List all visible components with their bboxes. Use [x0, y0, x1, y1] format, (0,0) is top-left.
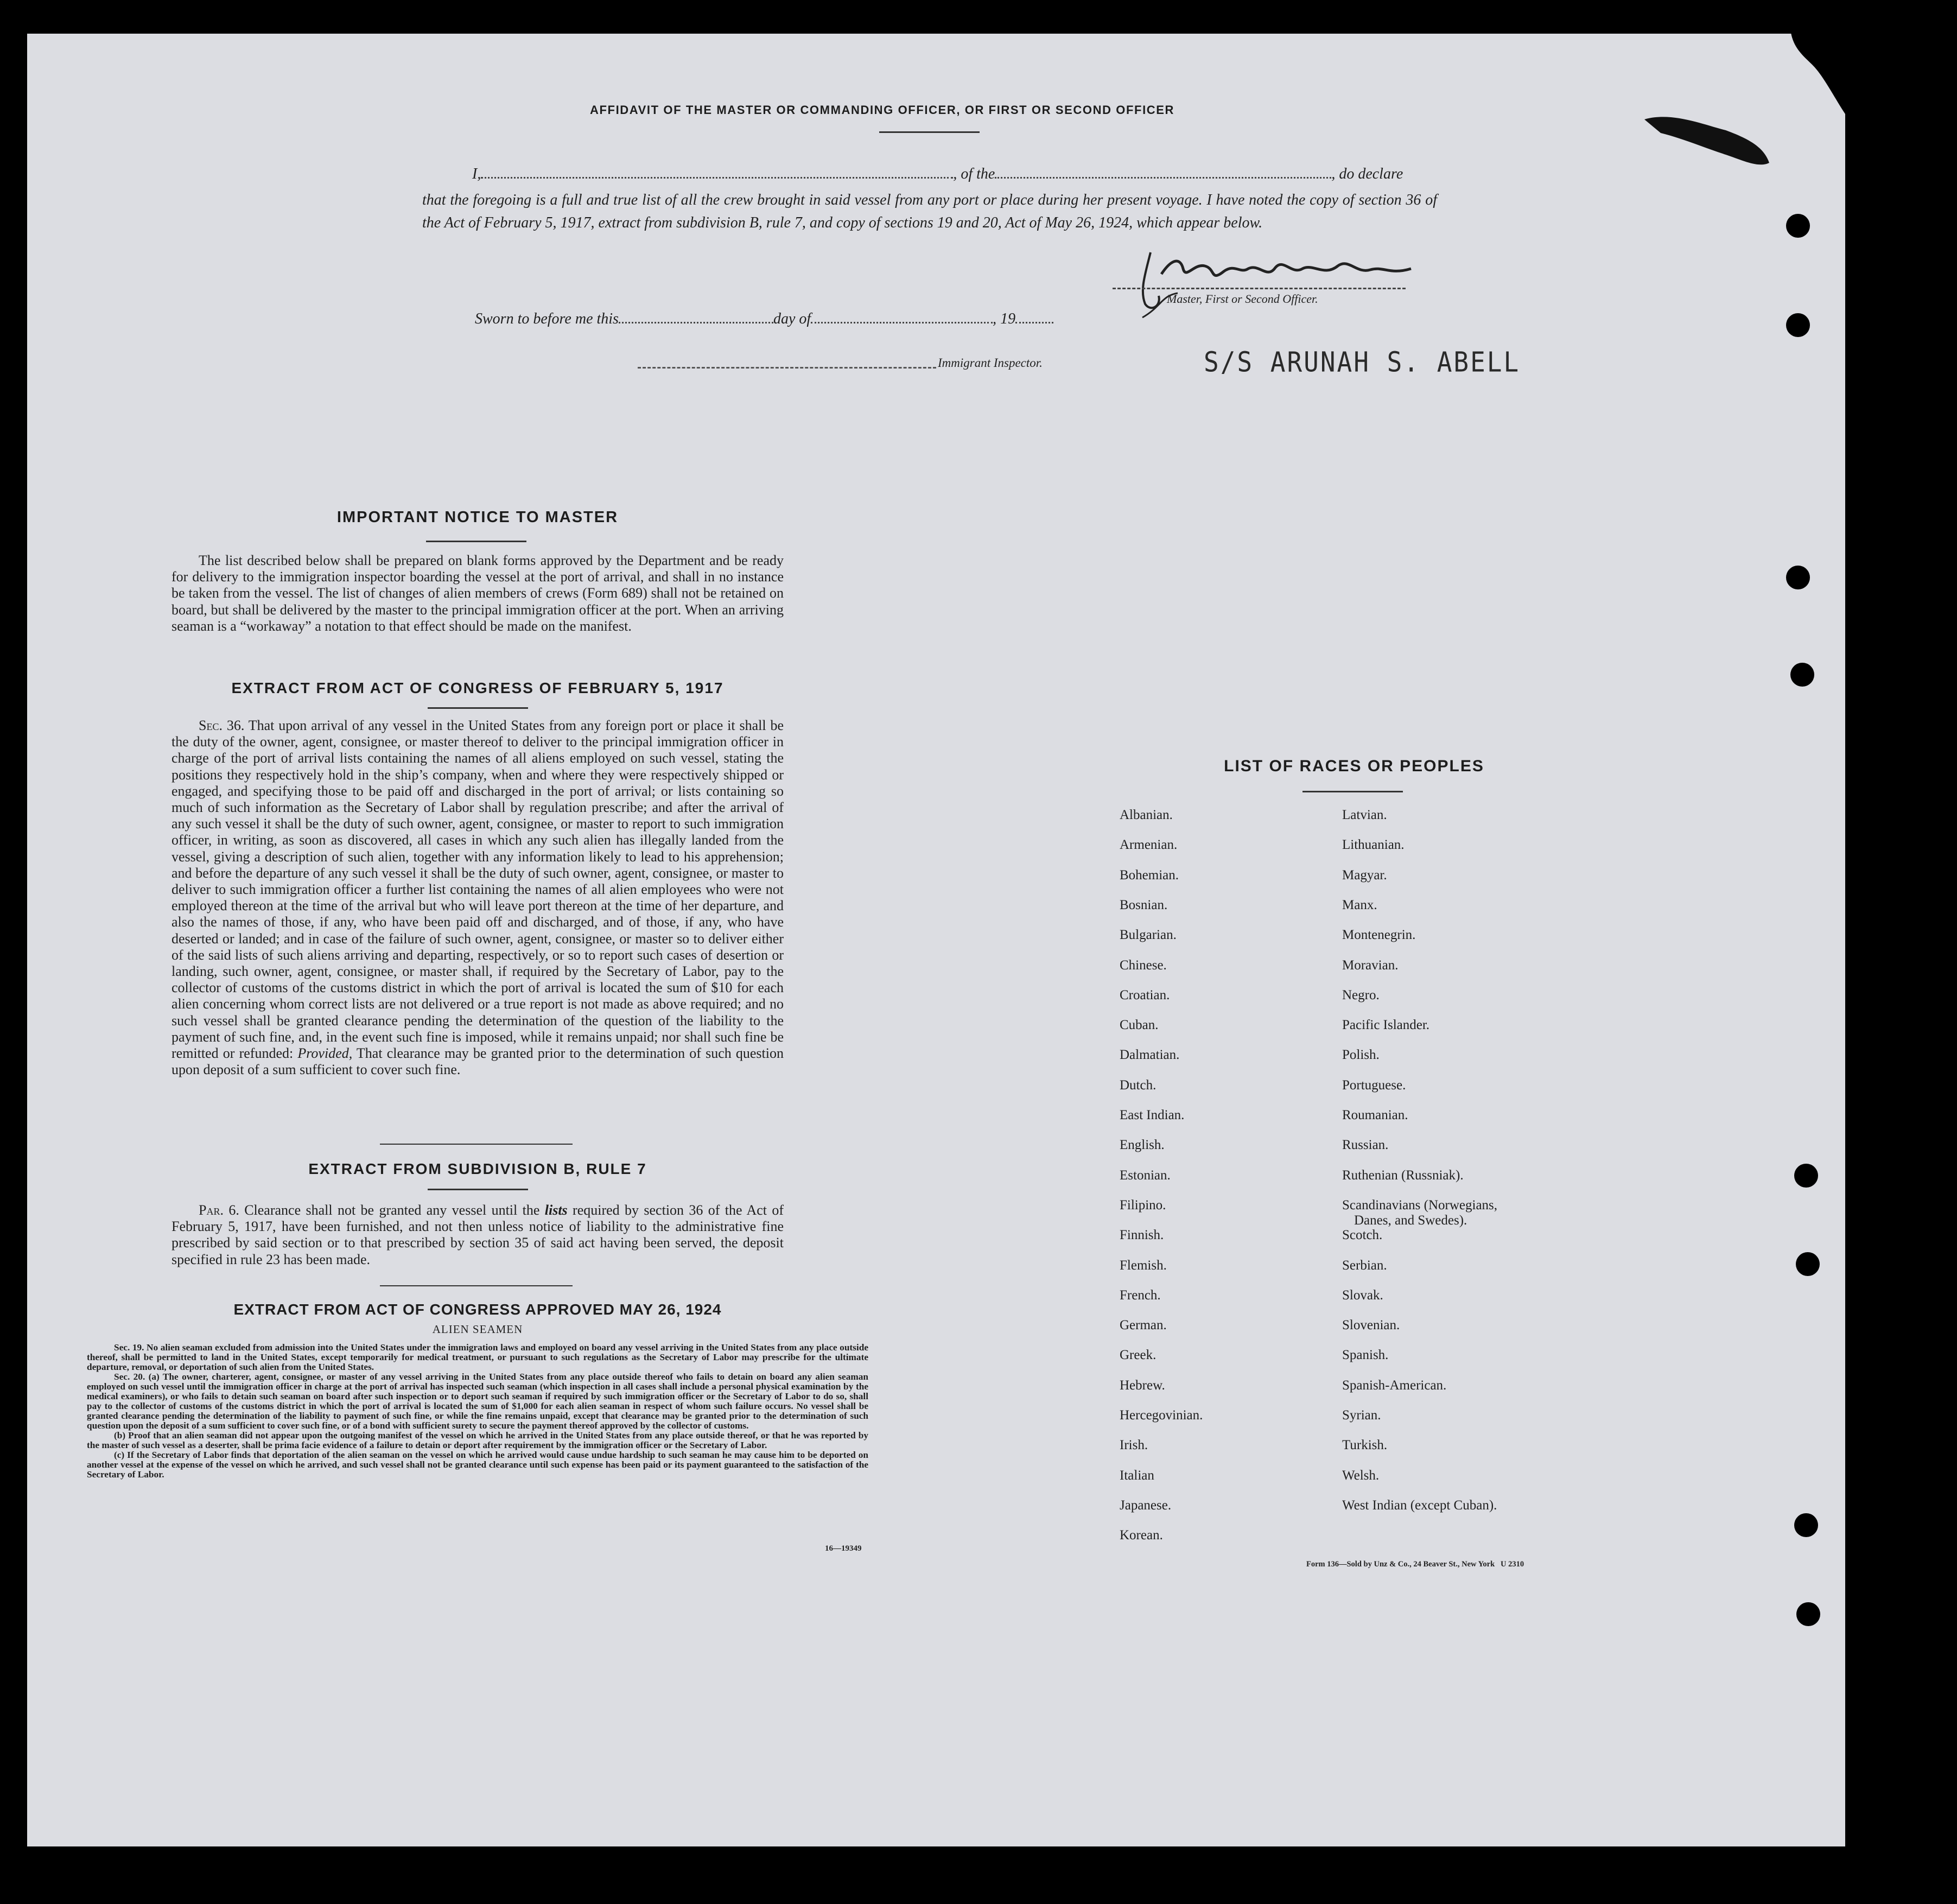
extract-rule7-title-rule — [428, 1189, 528, 1190]
race-item: Scotch. — [1342, 1228, 1383, 1243]
race-item: Dutch. — [1120, 1077, 1157, 1093]
race-item: English. — [1120, 1138, 1165, 1153]
races-title-rule — [1302, 791, 1403, 792]
inspector-signature-line — [638, 367, 936, 369]
paper-damage-mark — [1639, 109, 1775, 195]
race-item: Slovak. — [1342, 1287, 1383, 1303]
affidavit-text: that the foregoing is a full and true list of all the crew brought in said vessel from any port or place during her present voyage. I have noted the copy of section 36 of the Act of February 5, 1917, extract from subdivision B, rule 7, and copy of sections 19 and 20, Act of May 26, 1924, which appear below. — [422, 192, 1437, 231]
race-item: Albanian. — [1120, 808, 1173, 822]
race-item: Montenegrin. — [1342, 928, 1416, 943]
extract-rule7-title: EXTRACT FROM SUBDIVISION B, RULE 7 — [308, 1160, 647, 1177]
paper-edge-tear — [1786, 33, 1845, 114]
section-19-paragraph: Sec. 19. No alien seaman excluded from admission into the United States under the immigration laws and employed on board any vessel arriving in the United States from any place outside thereof, shall be permitted to land in the United States, except temporarily for medical treatment, or pursuant to such regulations as the Secretary of Labor may prescribe for the ultimate departure, removal, or deportation of such alien from the United States. — [87, 1342, 868, 1372]
race-item: Armenian. — [1120, 837, 1178, 853]
form-code: 16—19349 — [825, 1544, 862, 1553]
sworn-month-blank — [811, 314, 993, 323]
race-item: Bosnian. — [1120, 897, 1168, 912]
race-item: East Indian. — [1120, 1108, 1185, 1122]
extract-1924-text — [87, 1343, 868, 1480]
extract-1917-title: EXTRACT FROM ACT OF CONGRESS OF FEBRUARY 5, 1917 — [231, 680, 724, 696]
race-item: Croatian. — [1120, 987, 1170, 1002]
vessel-name-blank — [995, 169, 1331, 179]
binder-hole — [1790, 663, 1814, 687]
race-item: Scandinavians (Norwegians, — [1342, 1197, 1498, 1213]
section-20b-paragraph: (b) Proof that an alien seaman did not appear upon the outgoing manifest of the vessel on which he arrived in the United States from any place outside thereof, or that he was reported by the master of such vessel as a deserter, shall be prima facie evidence of a failure to detain or deport after requirement by the immigration officer or the Secretary of Labor. — [87, 1430, 868, 1450]
paragraph-6-lists: lists — [544, 1202, 568, 1218]
form-sold-note: Form 136—Sold by Unz & Co., 24 Beaver St., New York U 2310 — [1306, 1560, 1524, 1569]
sworn-day-blank — [619, 314, 773, 323]
race-item: Flemish. — [1120, 1258, 1167, 1273]
binder-hole — [1786, 214, 1810, 238]
extract-rule7-text — [171, 1202, 784, 1268]
section-20c-paragraph: (c) If the Secretary of Labor finds that deportation of the alien seaman on the vessel on which he arrived would cause undue hardship to such seaman he may cause him to be deported on another vessel at the expense of the vessel on which he arrived, and such vessel shall not be granted clearance until such expense has been paid or its payment guaranteed to the satisfaction of the Secretary of Labor. — [87, 1450, 868, 1480]
binder-hole — [1786, 313, 1810, 337]
race-item: Bulgarian. — [1120, 928, 1177, 943]
race-item: Moravian. — [1342, 957, 1399, 973]
race-item: Slovenian. — [1342, 1318, 1400, 1333]
section-36-label: Sec. 36. — [199, 718, 245, 733]
binder-hole — [1794, 1164, 1818, 1188]
affidavit-title: AFFIDAVIT OF THE MASTER OR COMMANDING OFFICER, OR FIRST OR SECOND OFFICER — [590, 103, 1175, 117]
race-item: Lithuanian. — [1342, 837, 1405, 853]
extract-1917-title-rule — [428, 707, 528, 709]
sworn-day-of: day of — [773, 310, 811, 327]
notice-title: IMPORTANT NOTICE TO MASTER — [336, 509, 619, 526]
binder-hole — [1796, 1602, 1820, 1626]
notice-title-rule — [426, 541, 526, 542]
affidavit-title-rule — [879, 131, 980, 133]
race-item: Bohemian. — [1120, 867, 1179, 883]
divider-rule-2 — [380, 1285, 573, 1286]
divider-rule-1 — [380, 1144, 573, 1145]
extract-1924-subtitle: ALIEN SEAMEN — [432, 1323, 523, 1336]
vessel-name-stamp: S/S ARUNAH S. ABELL — [1204, 346, 1521, 378]
proviso-label: Provided, — [297, 1045, 353, 1062]
sworn-year-blank — [1015, 314, 1053, 323]
race-item: Finnish. — [1120, 1228, 1164, 1243]
affidavit-of-the-label: , of the — [953, 166, 995, 182]
affidavit-i-label: I, — [472, 166, 481, 182]
race-item: Estonian. — [1120, 1167, 1171, 1183]
race-item: Filipino. — [1120, 1197, 1166, 1213]
race-item: German. — [1120, 1318, 1167, 1333]
race-item: Irish. — [1120, 1438, 1148, 1453]
race-item: Polish. — [1342, 1048, 1380, 1063]
section-36-paragraph — [171, 718, 784, 1078]
notice-paragraph: The list described below shall be prepared on blank forms approved by the Department and be ready for delivery to the immigration inspector boarding the vessel at the port of arrival, and shall in no instance be taken from the vessel. The list of changes of alien members of crews (Form 689) shall not be retained on board, but shall be delivered by the master to the principal immigration officer at the port. When an arriving seaman is a “workaway” a notation to that effect should be made on the manifest. — [171, 553, 784, 634]
races-title: LIST OF RACES OR PEOPLES — [1224, 757, 1484, 775]
race-item: Syrian. — [1342, 1408, 1381, 1423]
race-item: Russian. — [1342, 1138, 1389, 1153]
race-item: Chinese. — [1120, 957, 1167, 973]
binder-hole — [1786, 566, 1810, 589]
section-36-text: That upon arrival of any vessel in the United States from any foreign port or place it shall be the duty of the owner, agent, consignee, or master thereof to deliver to the principal immigration officer in charge of the port of arrival lists containing the names of all aliens employed on such vessel, stating the positions they respectively hold in the ship’s company, when and where they were respectively shipped or engaged, and specifying those to be paid off and discharged in the port of arrival; or lists containing so much of such information as the Secretary of Labor shall by regulation prescribe; and after the arrival of any such vessel it shall be the duty of such owner, agent, consignee, or master to report to such immigration officer, in writing, as soon as discovered, all cases in which any such alien has illegally landed from the vessel, giving a description of such alien, together with any information likely to lead to his apprehension; and before the departure of any such vessel it shall be the duty of such owner, agent, consignee, or master to deliver to such immigration officer a further list containing the names of all alien employees who were not employed thereon at the time of the arrival but who will leave port thereon at the time of her departure, and also the names of those, if any, who have been paid off and discharged, and of those, if any, who have deserted or landed; and in case of the failure of such owner, agent, consignee, or master so to deliver either of the said lists of such aliens arriving and departing, respectively, or so to report such cases of desertion or landing, such owner, agent, consignee, or master shall, if required by the Secretary of Labor, pay to the collector of customs of the customs district in which the port of arrival is located the sum of $10 for each alien concerning whom correct lists are not delivered or a true report is not made as above required; and no such vessel shall be granted clearance pending the determination of the question of the liability to the payment of such fine, and, in the event such fine is imposed, while it remains unpaid; nor shall such fine be remitted or refunded: — [171, 718, 784, 1062]
extract-1924-title: EXTRACT FROM ACT OF CONGRESS APPROVED MAY 26, 1924 — [233, 1301, 722, 1318]
race-item: Manx. — [1342, 897, 1377, 912]
paragraph-6 — [171, 1202, 784, 1268]
binder-hole — [1794, 1513, 1818, 1537]
race-item: Spanish-American. — [1342, 1378, 1447, 1393]
race-item: Danes, and Swedes). — [1354, 1213, 1467, 1228]
race-item: West Indian (except Cuban). — [1342, 1497, 1497, 1513]
race-item: Magyar. — [1342, 867, 1387, 883]
race-item: Turkish. — [1342, 1438, 1388, 1453]
affidavit-declare-label: , do declare — [1331, 166, 1403, 182]
binder-hole — [1796, 1252, 1820, 1276]
race-item: Hebrew. — [1120, 1378, 1165, 1393]
race-item: Welsh. — [1342, 1468, 1380, 1483]
master-signature — [1129, 242, 1454, 323]
notice-text — [171, 553, 784, 634]
race-item: Japanese. — [1120, 1497, 1172, 1513]
race-item: Negro. — [1342, 987, 1380, 1002]
race-item: French. — [1120, 1287, 1161, 1303]
master-caption: Master, First or Second Officer. — [1167, 292, 1318, 306]
master-name-blank — [481, 169, 953, 179]
affidavit-declaration-line — [472, 166, 1438, 183]
race-item: Cuban. — [1120, 1018, 1159, 1033]
sworn-line — [475, 310, 1053, 328]
extract-1917-text — [171, 718, 784, 1078]
race-item: Serbian. — [1342, 1258, 1387, 1273]
race-item: Roumanian. — [1342, 1108, 1408, 1122]
proviso-text: That clearance may be granted prior to the determination of such question upon deposit of a sum sufficient to cover such fine. — [171, 1045, 784, 1078]
paragraph-6-text-a: Clearance shall not be granted any vessel until the — [244, 1202, 540, 1218]
race-item: Korean. — [1120, 1528, 1163, 1543]
section-20a-paragraph: Sec. 20. (a) The owner, charterer, agent, consignee, or master of any vessel arriving in the United States from any place outside thereof who fails to detain on board any alien seaman employed on such vessel until the immigration officer in charge at the port of arrival has inspected such seaman (which inspection in all cases shall include a personal physical examination by the medical examiners), or who fails to detain such seaman on board after such inspection or to deport such seaman if required by such immigration officer or the Secretary of Labor to do so, shall pay to the collector of customs of the customs district in which the port of arrival is located the sum of $1,000 for each alien seaman in respect of whom such failure occurs. No vessel shall be granted clearance pending the determination of the liability to payment of such fine, or while the fine remains unpaid, except that clearance may be granted prior to the determination of such question upon the deposit of a sum sufficient to cover such fine, or of a bond with sufficient surety to secure the payment thereof approved by the collector of customs. — [87, 1372, 868, 1431]
race-item: Latvian. — [1342, 808, 1387, 822]
race-item: Greek. — [1120, 1348, 1157, 1363]
sworn-year: , 19 — [993, 310, 1016, 327]
race-item: Italian — [1120, 1468, 1154, 1483]
master-signature-line — [1113, 288, 1406, 289]
inspector-caption: Immigrant Inspector. — [938, 356, 1043, 370]
paragraph-6-text-b: required by section 36 of the Act of February 5, 1917, have been furnished, and not then unless notice of liability to the administrative fine prescribed by said section or to that prescribed by section 35 of said act having been served, the deposit specified in rule 23 has been made. — [171, 1202, 784, 1267]
race-item: Spanish. — [1342, 1348, 1389, 1363]
sworn-prefix: Sworn to before me this — [475, 310, 619, 327]
race-item: Hercegovinian. — [1120, 1408, 1203, 1423]
paragraph-6-label: Par. 6. — [199, 1202, 239, 1218]
race-item: Dalmatian. — [1120, 1048, 1180, 1063]
race-item: Pacific Islander. — [1342, 1018, 1430, 1033]
race-item: Ruthenian (Russniak). — [1342, 1167, 1464, 1183]
race-item: Portuguese. — [1342, 1077, 1406, 1093]
